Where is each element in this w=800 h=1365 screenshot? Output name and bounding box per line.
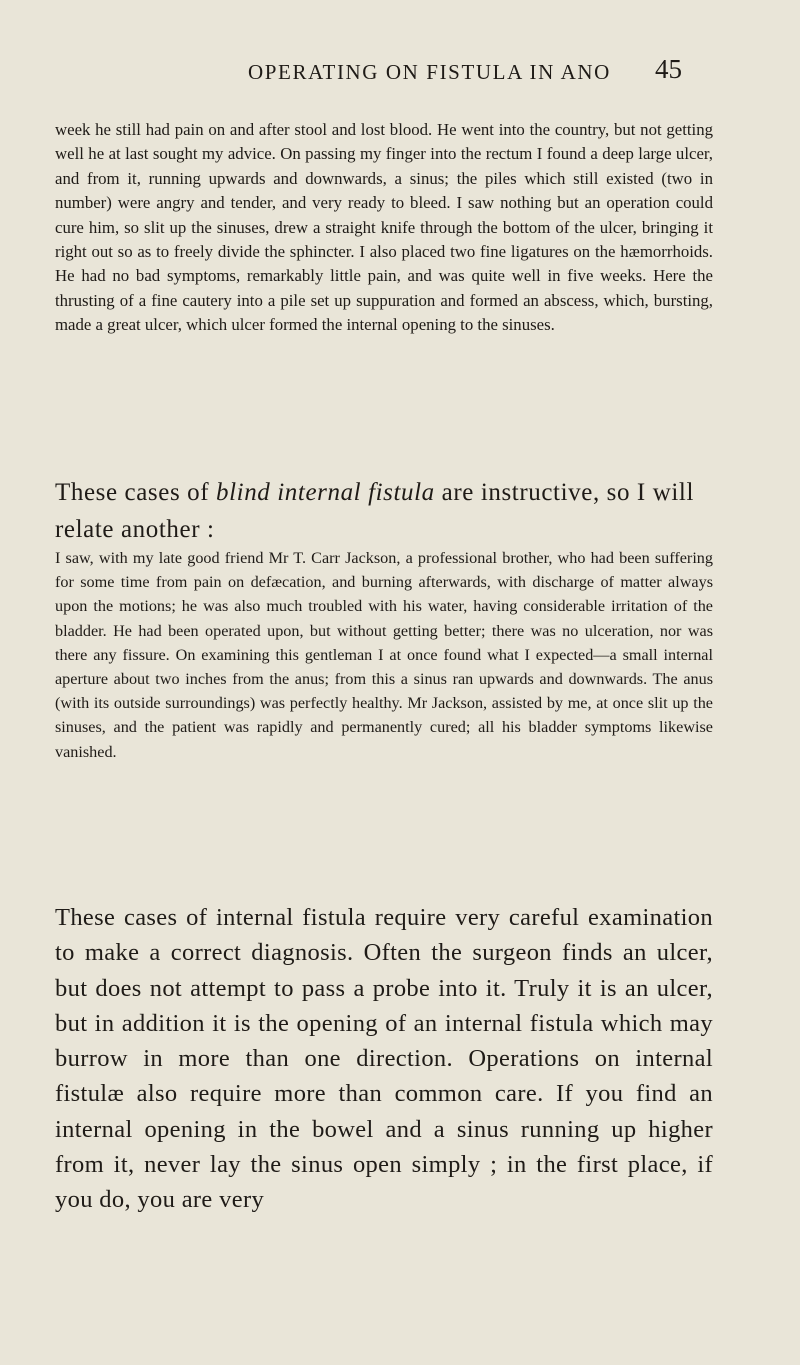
running-title: OPERATING ON FISTULA IN ANO — [248, 60, 611, 84]
paragraph-case-continuation: week he still had pain on and after stool and lost blood. He went into the country, but not getting well he at last sought my advice. On passing my finger into the rectum I found a deep large ulcer, and from it, running upwards and downwards, a sinus; the piles which still existed (two in number) were angry and tender, and very ready to bleed. I saw nothing but an operation could cure him, so slit up the sinuses, drew a straight knife through the bottom of the ulcer, bringing it right out so as to freely divide the sphincter. I also placed two fine ligatures on the hæmorrhoids. He had no bad symptoms, remarkably little pain, and was quite well in five weeks. Here the thrusting of a fine cautery into a pile set up suppuration and formed an abscess, which, bursting, made a great ulcer, which ulcer formed the internal opening to the sinuses. — [55, 120, 713, 335]
intro-text-after: are instructive, so I will relate another : — [55, 479, 694, 543]
paragraph-jackson-case: I saw, with my late good friend Mr T. Carr Jackson, a professional brother, who had been suffering for some time from pain on defæcation, and burning afterwards, with discharge of matter always upon the motions; he was also much troubled with his water, having considerable irritation of the bladder. He had been operated upon, but without getting better; there was no ulceration, nor was there any fissure. On examining this gentleman I at once found what I expected—a small internal aperture about two inches from the anus; from this a sinus ran upwards and downwards. The anus (with its outside surroundings) was perfectly healthy. Mr Jackson, assisted by me, at once slit up the sinuses, and the patient was rapidly and permanently cured; all his bladder symptoms likewise vanished. — [55, 549, 713, 761]
intro-italic-term: blind internal fistula — [216, 479, 435, 506]
paragraph-internal-fistula-examination: These cases of internal fistula require very careful examination to make a correct diagnosis. Often the surgeon finds an ulcer, but does not attempt to pass a probe into it. Truly it is an ulcer, but in addition it is the opening of an internal fistula which may burrow in more than one direction. Operations on internal fistulæ also require more than common care. If you find an internal opening in the bowel and a sinus running up higher from it, never lay the sinus open simply ; in the first place, if you do, you are very — [55, 904, 713, 1214]
intro-text-before: These cases of — [55, 479, 217, 506]
running-head — [0, 54, 800, 88]
paragraph-intro-blind-fistula — [55, 474, 713, 548]
page-number: 45 — [655, 54, 682, 84]
